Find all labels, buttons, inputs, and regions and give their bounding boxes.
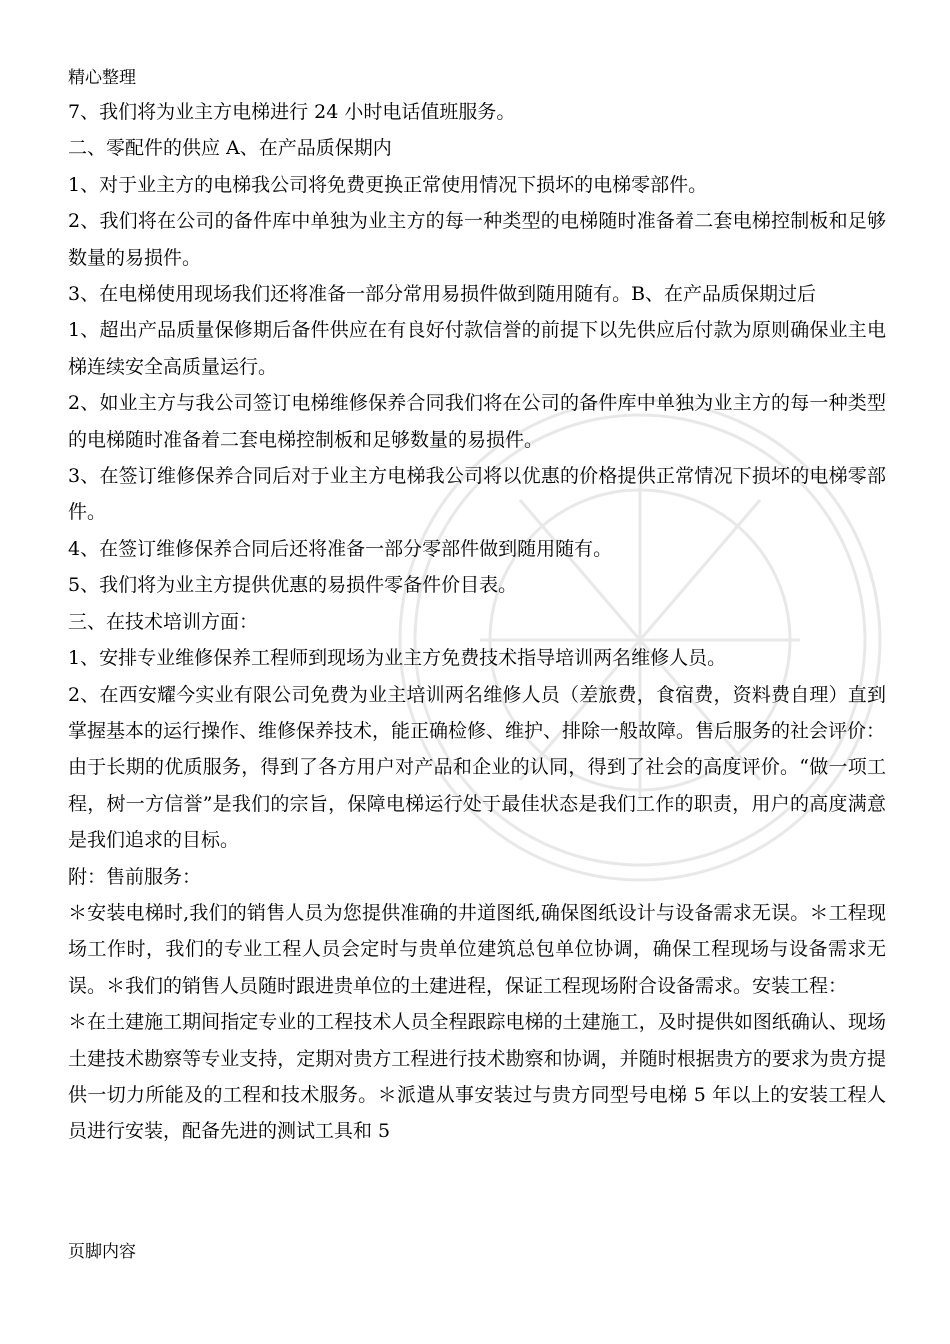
paragraph: 3、在电梯使用现场我们还将准备一部分常用易损件做到随用随有。B、在产品质保期过后 xyxy=(68,283,817,306)
paragraph: 4、在签订维修保养合同后还将准备一部分零部件做到随用随有。 xyxy=(68,537,613,560)
paragraph: 1、安排专业维修保养工程师到现场为业主方免费技术指导培训两名维修人员。 xyxy=(68,647,727,670)
paragraph: 三、在技术培训方面： xyxy=(68,610,259,633)
paragraph: 附：售前服务： xyxy=(68,865,202,888)
paragraph: 3、在签订维修保养合同后对于业主方电梯我公司将以优惠的价格提供正常情况下损坏的电梯零部件。 xyxy=(68,465,886,524)
page-footer: 页脚内容 xyxy=(68,1242,136,1262)
paragraph: ＊安装电梯时,我们的销售人员为您提供准确的井道图纸,确保图纸设计与设备需求无误。＊工程现场工作时，我们的专业工程人员会定时与贵单位建筑总包单位协调，确保工程现场与设备需求无误。＊我们的销售人员随时跟进贵单位的土建进程，保证工程现场附合设备需求。安装工程： xyxy=(68,901,886,997)
paragraph: 由于长期的优质服务，得到了各方用户对产品和企业的认同，得到了社会的高度评价。“做一项工程，树一方信誉”是我们的宗旨，保障电梯运行处于最佳状态是我们工作的职责，用户的高度满意是我们追求的目标。 xyxy=(68,756,886,852)
paragraph: 2、如业主方与我公司签订电梯维修保养合同我们将在公司的备件库中单独为业主方的每一种类型的电梯随时准备着二套电梯控制板和足够数量的易损件。 xyxy=(68,392,886,451)
page-header: 精心整理 xyxy=(68,68,136,88)
paragraph: 2、在西安耀今实业有限公司免费为业主培训两名维修人员（差旅费，食宿费，资料费自理）直到掌握基本的运行操作、维修保养技术，能正确检修、维护、排除一般故障。售后服务的社会评价： xyxy=(68,683,886,742)
paragraph: 二、零配件的供应 A、在产品质保期内 xyxy=(68,137,392,160)
paragraph: 5、我们将为业主方提供优惠的易损件零备件价目表。 xyxy=(68,574,518,597)
paragraph: 1、超出产品质量保修期后备件供应在有良好付款信誉的前提下以先供应后付款为原则确保业主电梯连续安全高质量运行。 xyxy=(68,319,886,378)
paragraph: 1、对于业主方的电梯我公司将免费更换正常使用情况下损坏的电梯零部件。 xyxy=(68,173,708,196)
paragraph: 2、我们将在公司的备件库中单独为业主方的每一种类型的电梯随时准备着二套电梯控制板和足够数量的易损件。 xyxy=(68,210,886,269)
document-body xyxy=(68,94,886,1150)
paragraph: ＊在土建施工期间指定专业的工程技术人员全程跟踪电梯的土建施工，及时提供如图纸确认、现场土建技术勘察等专业支持，定期对贵方工程进行技术勘察和协调，并随时根据贵方的要求为贵方提供一切力所能及的工程和技术服务。＊派遣从事安装过与贵方同型号电梯 5 年以上的安装工程人员进行安装，配备先进的测试工具和 5 xyxy=(68,1011,886,1143)
paragraph: 7、我们将为业主方电梯进行 24 小时电话值班服务。 xyxy=(68,101,516,123)
